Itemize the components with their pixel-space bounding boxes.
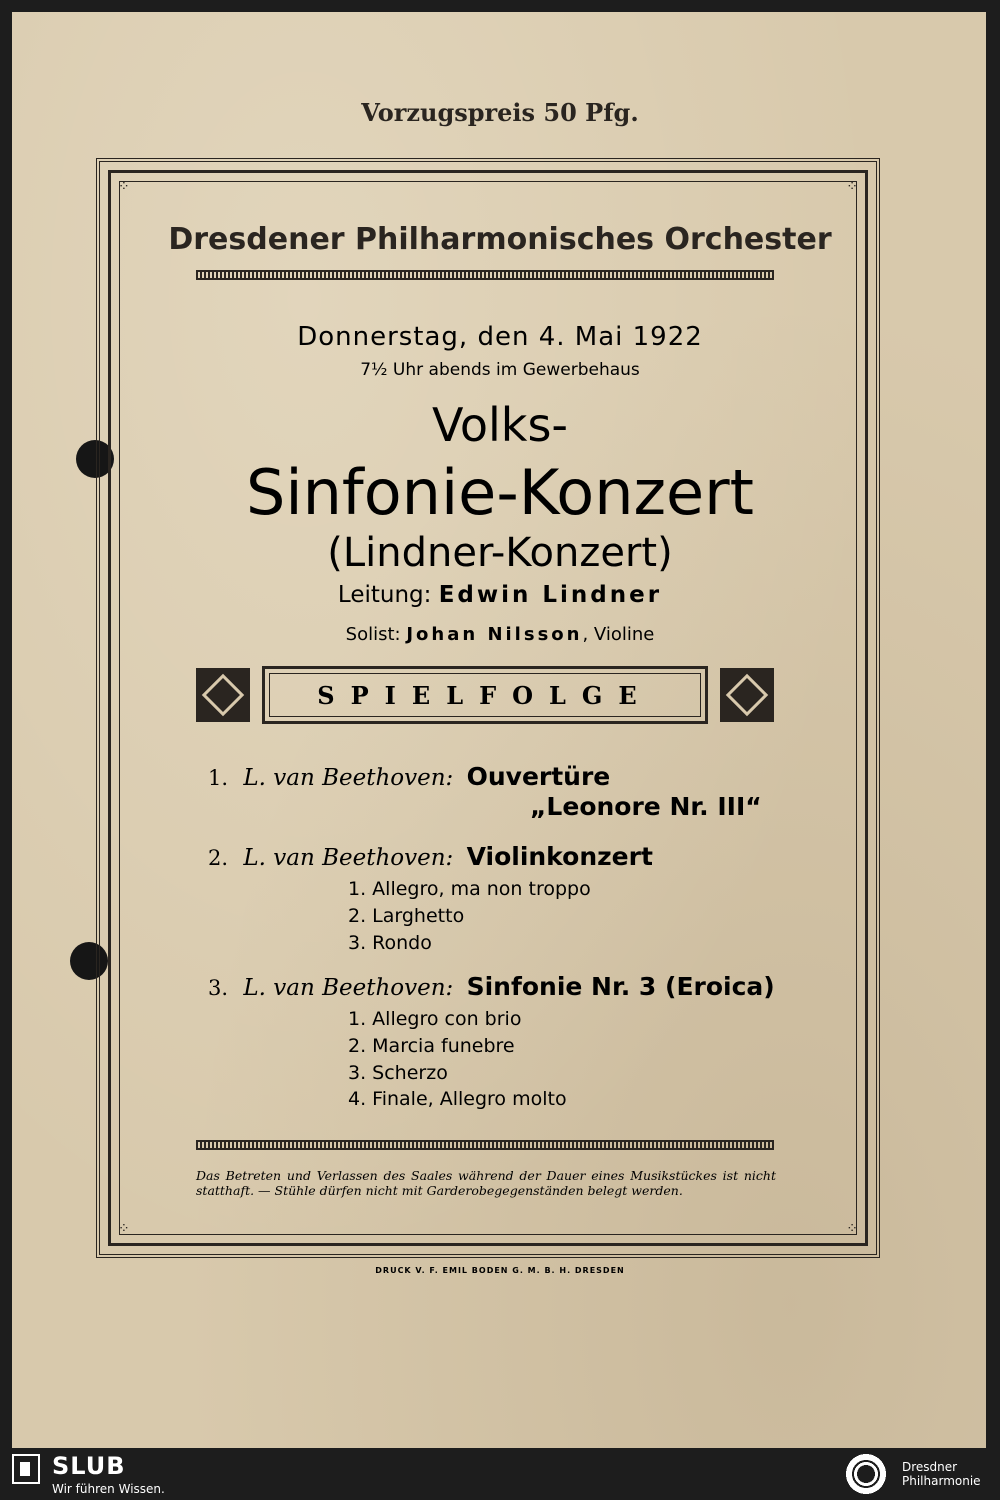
item-work: Sinfonie Nr. 3 (Eroica) <box>466 972 775 1001</box>
conductor-label: Leitung: <box>337 582 432 608</box>
decorative-rule-bottom <box>196 1140 774 1150</box>
item-work: Ouvertüre <box>466 762 611 791</box>
movement: 2. Marcia funebre <box>348 1035 515 1057</box>
philharmonie-name-line1: Dresdner <box>902 1460 958 1474</box>
program-item-1 <box>208 762 610 791</box>
concert-time-place: 7½ Uhr abends im Gewerbehaus <box>360 360 640 380</box>
program-heading: SPIELFOLGE <box>262 666 708 724</box>
movement: 4. Finale, Allegro molto <box>348 1088 567 1110</box>
footer-bar <box>0 1448 1000 1500</box>
program-heading-row <box>196 666 774 726</box>
item-work-subtitle: „Leonore Nr. III“ <box>530 792 762 821</box>
price-note: Vorzugspreis 50 Pfg. <box>361 98 639 127</box>
soloist-label: Solist: <box>345 624 401 645</box>
orchestra-name: Dresdener Philharmonisches Orchester <box>168 222 832 257</box>
program-item-3 <box>208 972 775 1001</box>
corner-ornament-tl: ⁘ <box>118 179 130 195</box>
item-composer: L. van Beethoven: <box>243 975 454 1001</box>
conductor-line <box>0 582 1000 608</box>
ornament-right-icon <box>720 668 774 722</box>
item-work: Violinkonzert <box>466 842 653 871</box>
soloist-instrument: , Violine <box>582 624 655 645</box>
concert-date: Donnerstag, den 4. Mai 1922 <box>297 322 703 352</box>
movement: 3. Scherzo <box>348 1062 448 1084</box>
decorative-rule-top <box>196 270 774 280</box>
hall-notice: Das Betreten und Verlassen des Saales während der Dauer eines Musikstückes ist nicht statthaft. — Stühle dürfen nicht mit Garderobegegenständen belegt werden. <box>196 1168 776 1198</box>
item-number: 1. <box>208 766 229 790</box>
printer-imprint: DRUCK V. F. EMIL BODEN G. M. B. H. DRESDEN <box>375 1266 625 1275</box>
title-line-1: Volks- <box>431 398 569 452</box>
philharmonie-name-line2: Philharmonie <box>902 1474 981 1488</box>
slub-tagline: Wir führen Wissen. <box>52 1482 165 1496</box>
item-composer: L. van Beethoven: <box>243 765 454 791</box>
movement: 1. Allegro con brio <box>348 1008 522 1030</box>
soloist-name: Johan Nilsson <box>406 624 583 645</box>
movement: 2. Larghetto <box>348 905 465 927</box>
corner-ornament-bl: ⁘ <box>118 1221 130 1237</box>
corner-ornament-tr: ⁘ <box>846 179 858 195</box>
item-composer: L. van Beethoven: <box>243 845 454 871</box>
program-item-2 <box>208 842 653 871</box>
ornament-left-icon <box>196 668 250 722</box>
item-number: 3. <box>208 976 229 1000</box>
program-item-1-subtitle <box>524 792 762 821</box>
conductor-name: Edwin Lindner <box>438 582 663 608</box>
soloist-line <box>0 624 1000 645</box>
movement: 1. Allegro, ma non troppo <box>348 878 591 900</box>
item-number: 2. <box>208 846 229 870</box>
slub-name: SLUB <box>52 1452 126 1480</box>
movement: 3. Rondo <box>348 932 432 954</box>
corner-ornament-br: ⁘ <box>846 1221 858 1237</box>
slub-logo-icon <box>12 1454 40 1484</box>
philharmonie-logo-icon <box>842 1450 890 1498</box>
title-line-3: (Lindner-Konzert) <box>327 530 673 576</box>
title-line-2: Sinfonie-Konzert <box>246 456 754 529</box>
